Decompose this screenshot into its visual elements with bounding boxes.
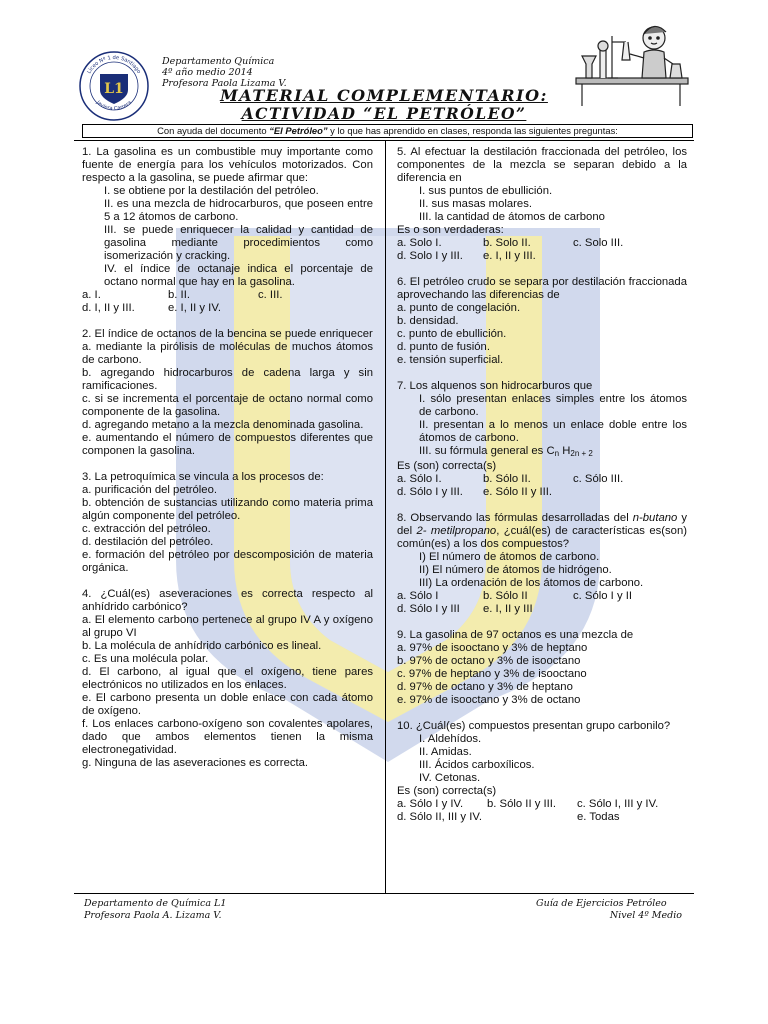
q5-answers-row2 xyxy=(397,250,687,263)
q8-stem-metilpropano: 2- metilpropano xyxy=(416,525,497,537)
q8-answer-b: b. Sólo II xyxy=(483,590,528,602)
q1-option-i: I. se obtiene por la destilación del petróleo. xyxy=(104,185,319,197)
q5-option-ii: II. sus masas molares. xyxy=(419,198,533,210)
q10-option-iv: IV. Cetonas. xyxy=(419,772,481,784)
header-info xyxy=(162,56,287,89)
q7-prompt: Es (son) correcta(s) xyxy=(397,460,497,472)
q7-iii-sub-2n2: 2n + 2 xyxy=(570,449,593,458)
q8-stem-post: , ¿cuál(es) de características es(son) común(es) a los dos compuestos? xyxy=(397,525,687,550)
column-divider xyxy=(385,141,386,893)
q10-option-ii: II. Amidas. xyxy=(419,746,472,758)
q7-iii-h: H xyxy=(559,445,571,457)
q10-answers-row1 xyxy=(397,798,687,811)
right-column xyxy=(397,146,687,837)
q3-answer-d: d. destilación del petróleo. xyxy=(82,536,214,548)
q5-answer-b: b. Solo II. xyxy=(483,237,531,249)
q5-answer-e: e. I, II y III. xyxy=(483,250,536,262)
question-9 xyxy=(397,629,687,707)
q2-answer-d: d. agregando metano a la mezcla denominada gasolina. xyxy=(82,419,364,431)
q10-option-iii: III. Ácidos carboxílicos. xyxy=(419,759,535,771)
q9-answer-b: b. 97% de octano y 3% de isooctano xyxy=(397,655,581,667)
footer-teacher: Profesora Paola A. Lizama V. xyxy=(84,910,222,921)
logo-text: L1 xyxy=(104,81,124,97)
q4-answer-c: c. Es una molécula polar. xyxy=(82,653,209,665)
q2-answer-a: a. mediante la pirólisis de moléculas de muchos átomos de carbono. xyxy=(82,341,373,366)
q7-answer-c: c. Sólo III. xyxy=(573,473,624,485)
q5-prompt: Es o son verdaderas: xyxy=(397,224,504,236)
q10-answer-d: d. Sólo II, III y IV. xyxy=(397,811,482,823)
q5-option-i: I. sus puntos de ebullición. xyxy=(419,185,553,197)
header-level: 4º año medio 2014 xyxy=(162,67,253,78)
q3-stem: 3. La petroquímica se vincula a los procesos de: xyxy=(82,471,324,483)
q8-answer-e: e. I, II y III xyxy=(483,603,533,615)
q1-answers-row2 xyxy=(82,302,373,315)
q8-option-ii: II) El número de átomos de hidrógeno. xyxy=(419,564,612,576)
q1-option-ii: II. es una mezcla de hidrocarburos, que poseen entre 5 a 12 átomos de carbono. xyxy=(104,198,373,223)
q4-stem: 4. ¿Cuál(es) aseveraciones es correcta respecto al anhídrido carbónico? xyxy=(82,588,373,613)
q5-stem: 5. Al efectuar la destilación fraccionada del petróleo, los componentes de la mezcla se separan debido a la diferencia en xyxy=(397,146,687,184)
q9-answer-e: e. 97% de isooctano y 3% de octano xyxy=(397,694,581,706)
instructions-after: y lo que has aprendido en clases, responda las siguientes preguntas: xyxy=(327,125,618,136)
bottom-rule xyxy=(74,893,694,894)
q7-answer-e: e. Sólo II y III. xyxy=(483,486,553,498)
q3-answer-e: e. formación del petróleo por descomposición de materia orgánica. xyxy=(82,549,373,574)
q6-answer-b: b. densidad. xyxy=(397,315,459,327)
q4-answer-d: d. El carbono, al igual que el oxígeno, tiene pares electrónicos no utilizados en los enlaces. xyxy=(82,666,373,691)
q2-answer-e: e. aumentando el número de compuestos diferentes que componen la gasolina. xyxy=(82,432,373,457)
q7-stem: 7. Los alquenos son hidrocarburos que xyxy=(397,380,593,392)
logo-ring-bottom: Javiera Carrera xyxy=(95,99,133,113)
q7-answer-d: d. Sólo I y III. xyxy=(397,486,463,498)
question-3 xyxy=(82,471,373,575)
q2-answer-b: b. agregando hidrocarburos de cadena larga y sin ramificaciones. xyxy=(82,367,373,392)
q8-stem-nbutano: n-butano xyxy=(632,512,678,524)
instructions-box xyxy=(82,124,693,138)
q4-answer-f: f. Los enlaces carbono-oxígeno son covalentes apolares, dado que ambos elementos tienen la misma electronegatividad. xyxy=(82,718,373,756)
q6-stem: 6. El petróleo crudo se separa por destilación fraccionada aprovechando las diferencias de xyxy=(397,276,687,301)
footer-level: Nivel 4º Medio xyxy=(609,910,682,921)
header-dept: Departamento Química xyxy=(162,56,275,67)
q8-option-i: I) El número de átomos de carbono. xyxy=(419,551,600,563)
footer-dept: Departamento de Química L1 xyxy=(84,898,227,909)
q5-answer-d: d. Solo I y III. xyxy=(397,250,463,262)
q6-answer-e: e. tensión superficial. xyxy=(397,354,504,366)
q10-answer-b: b. Sólo II y III. xyxy=(487,798,557,810)
q8-answers-row1 xyxy=(397,590,687,603)
q3-answer-b: b. obtención de sustancias utilizando como materia prima algún componente del petróleo. xyxy=(82,497,373,522)
q7-option-iii xyxy=(397,445,687,460)
question-7 xyxy=(397,380,687,499)
q2-answer-c: c. si se incrementa el porcentaje de octano normal como componente de la gasolina. xyxy=(82,393,373,418)
q7-answers-row2 xyxy=(397,486,687,499)
q8-option-iii: III) La ordenación de los átomos de carbono. xyxy=(419,577,644,589)
q9-answer-c: c. 97% de heptano y 3% de isooctano xyxy=(397,668,587,680)
q10-option-i: I. Aldehídos. xyxy=(419,733,482,745)
q10-answer-c: c. Sólo I, III y IV. xyxy=(577,798,659,810)
q1-option-iv: IV. el índice de octanaje indica el porcentaje de octano normal que hay en la gasolina. xyxy=(104,263,373,288)
q5-option-iii: III. la cantidad de átomos de carbono xyxy=(419,211,605,223)
q1-answer-b: b. II. xyxy=(168,289,190,301)
q8-stem-mid: y del xyxy=(397,512,687,537)
logo-ring-top: Liceo Nº 1 de Santiago xyxy=(86,54,142,75)
question-6 xyxy=(397,276,687,367)
question-2 xyxy=(82,328,373,458)
question-10 xyxy=(397,720,687,824)
q7-option-ii: II. presentan a lo menos un enlace doble entre los átomos de carbono. xyxy=(419,419,687,444)
q9-stem: 9. La gasolina de 97 octanos es una mezcla de xyxy=(397,629,634,641)
footer-left xyxy=(84,898,226,922)
q2-stem: 2. El índice de octanos de la bencina se puede enriquecer xyxy=(82,328,373,340)
q1-answer-d: d. I, II y III. xyxy=(82,302,135,314)
instructions-emph: “El Petróleo” xyxy=(269,125,328,136)
q6-answer-a: a. punto de congelación. xyxy=(397,302,521,314)
q5-answers-row1 xyxy=(397,237,687,250)
q7-iii-text: III. su fórmula general es C xyxy=(419,445,555,457)
q4-answer-a: a. El elemento carbono pertenece al grupo IV A y oxígeno al grupo VI xyxy=(82,614,373,639)
q9-answer-d: d. 97% de octano y 3% de heptano xyxy=(397,681,573,693)
q7-answer-a: a. Sólo I. xyxy=(397,473,442,485)
instructions-before: Con ayuda del documento xyxy=(157,125,270,136)
q8-stem-pre: 8. Observando las fórmulas desarrolladas del xyxy=(397,512,633,524)
q3-answer-c: c. extracción del petróleo. xyxy=(82,523,211,535)
footer-right xyxy=(536,898,682,922)
footer-guide: Guía de Ejercicios Petróleo xyxy=(536,898,667,909)
q1-stem: 1. La gasolina es un combustible muy importante como fuente de energía para los vehículos motorizados. Con respecto a la gasolina, se puede afirmar que: xyxy=(82,146,373,184)
q8-answer-a: a. Sólo I xyxy=(397,590,439,602)
q1-option-iii: III. se puede enriquecer la calidad y cantidad de gasolina mediante procedimientos como isomerización y cracking. xyxy=(104,224,373,262)
q10-answer-a: a. Sólo I y IV. xyxy=(397,798,464,810)
q7-answers-row1 xyxy=(397,473,687,486)
top-rule xyxy=(74,140,694,141)
q4-answer-b: b. La molécula de anhídrido carbónico es lineal. xyxy=(82,640,322,652)
q3-answer-a: a. purificación del petróleo. xyxy=(82,484,218,496)
q8-answers-row2 xyxy=(397,603,687,616)
question-4 xyxy=(82,588,373,770)
q10-answers-row2 xyxy=(397,811,687,824)
q7-option-i: I. sólo presentan enlaces simples entre los átomos de carbono. xyxy=(419,393,687,418)
q8-answer-d: d. Sólo I y III xyxy=(397,603,460,615)
q6-answer-d: d. punto de fusión. xyxy=(397,341,490,353)
q1-answer-c: c. III. xyxy=(258,289,283,301)
q1-answers-row1 xyxy=(82,289,373,302)
question-1 xyxy=(82,146,373,315)
q5-answer-c: c. Solo III. xyxy=(573,237,624,249)
q10-prompt: Es (son) correcta(s) xyxy=(397,785,497,797)
q5-answer-a: a. Solo I. xyxy=(397,237,442,249)
header-teacher: Profesora Paola Lizama V. xyxy=(162,78,287,89)
q7-iii-sub-n: n xyxy=(554,449,560,458)
doc-title-line1: MATERIAL COMPLEMENTARIO: xyxy=(220,86,548,105)
q10-stem: 10. ¿Cuál(es) compuestos presentan grupo carbonilo? xyxy=(397,720,671,732)
q1-answer-a: a. I. xyxy=(82,289,101,301)
q9-answer-a: a. 97% de isooctano y 3% de heptano xyxy=(397,642,588,654)
q8-stem xyxy=(397,512,687,551)
q10-answer-e: e. Todas xyxy=(577,811,620,823)
q8-answer-c: c. Sólo I y II xyxy=(573,590,633,602)
q1-answer-e: e. I, II y IV. xyxy=(168,302,221,314)
left-column xyxy=(82,146,373,783)
q6-answer-c: c. punto de ebullición. xyxy=(397,328,507,340)
question-5 xyxy=(397,146,687,263)
q7-answer-b: b. Sólo II. xyxy=(483,473,531,485)
doc-title-line2: ACTIVIDAD “EL PETRÓLEO” xyxy=(241,104,527,123)
question-8 xyxy=(397,512,687,616)
q4-answer-g: g. Ninguna de las aseveraciones es correcta. xyxy=(82,757,309,769)
q4-answer-e: e. El carbono presenta un doble enlace con cada átomo de oxígeno. xyxy=(82,692,373,717)
